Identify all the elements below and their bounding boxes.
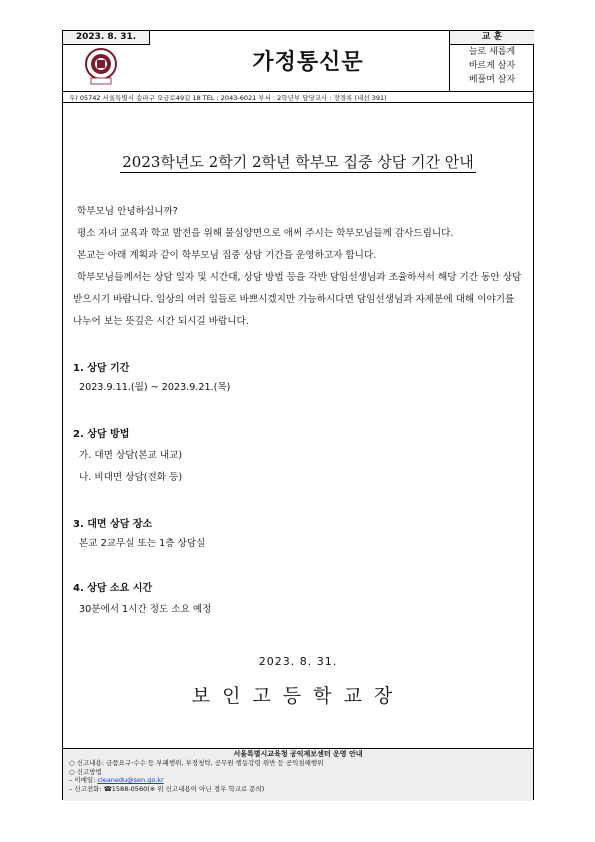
section-1-text: 2023.9.11.(월) ~ 2023.9.21.(목) [79,382,231,393]
notice-frame [62,30,534,800]
intro-paragraph: 본교는 아래 계획과 같이 학부모님 집중 상담 기간을 운영하고자 합니다. [77,250,377,261]
whistleblower-footer [63,748,533,801]
motto-line-3: 베풀며 살자 [468,75,516,85]
school-logo [83,47,119,85]
motto-title: 교 훈 [450,31,534,45]
issue-date: 2023. 8. 31. [63,31,150,45]
section-1-heading: 1. 상담 기간 [73,363,130,374]
request-paragraph: 학부모님들께서는 상담 일자 및 시간대, 상담 방법 등을 각반 담임선생님과 조율하셔서 해당 기간 동안 상담 받으시기 바랍니다. 일상의 여러 일들로 바쁘시겠지만 가능하시다면 담임선생님과 자제분에 대해 이야기를 나누어 보는 뜻깊은 시간 되시길 바랍니다. [73,272,522,327]
signature-date: 2023. 8. 31. [258,655,338,668]
school-motto-box [449,31,534,91]
greeting-paragraph: 학부모님 안녕하십니까? [77,206,178,217]
section-3-heading: 3. 대면 상담 장소 [73,519,153,530]
section-2-heading: 2. 상담 방법 [73,429,130,440]
section-3-text: 본교 2교무실 또는 1층 상담실 [79,538,206,549]
contact-address-bar: 우) 05742 서울특별시 송파구 오금로49길 18 TEL : 2043-6021 부서 : 2학년부 담당교사 : 장경록 (내선 391) [63,91,533,103]
header [63,31,533,102]
footer-email-label: – 이메일: [69,776,98,784]
section-2-item-a: 가. 대면 상담(본교 내교) [79,450,183,461]
motto-line-1: 늘로 새롭게 [468,47,516,57]
footer-title: 서울특별시교육청 공익제보센터 운영 안내 [233,750,363,758]
document-title [63,151,533,172]
footer-email-link[interactable]: cleanedu@sen.go.kr [97,776,164,784]
motto-line-2: 바르게 살자 [468,61,516,71]
page-title: 가정통신문 [252,50,364,75]
section-2-item-b: 나. 비대면 상담(전화 등) [79,472,183,483]
footer-email-line [63,776,533,785]
section-4-heading: 4. 상담 소요 시간 [73,583,153,594]
document-title-text: 2023학년도 2학기 2학년 학부모 집중 상담 기간 안내 [122,153,474,171]
thanks-paragraph: 평소 자녀 교육과 학교 발전을 위해 물심양면으로 애써 주시는 학부모님들께 감사드립니다. [77,228,454,239]
footer-phone-line: – 신고전화: ☎1588-0560(※ 위 신고내용이 아닌 경우 학교로 문의) [69,784,265,793]
footer-report-method: ○ 신고방법 [69,767,102,776]
signer-name: 보인고등학교장 [191,685,405,707]
section-4-text: 30분에서 1시간 정도 소요 예정 [79,604,212,615]
footer-report-content: ○ 신고내용: 금품요구·수수 등 부패행위, 부정청탁, 공무원 행동강령 위반 등 공익침해행위 [69,759,324,767]
